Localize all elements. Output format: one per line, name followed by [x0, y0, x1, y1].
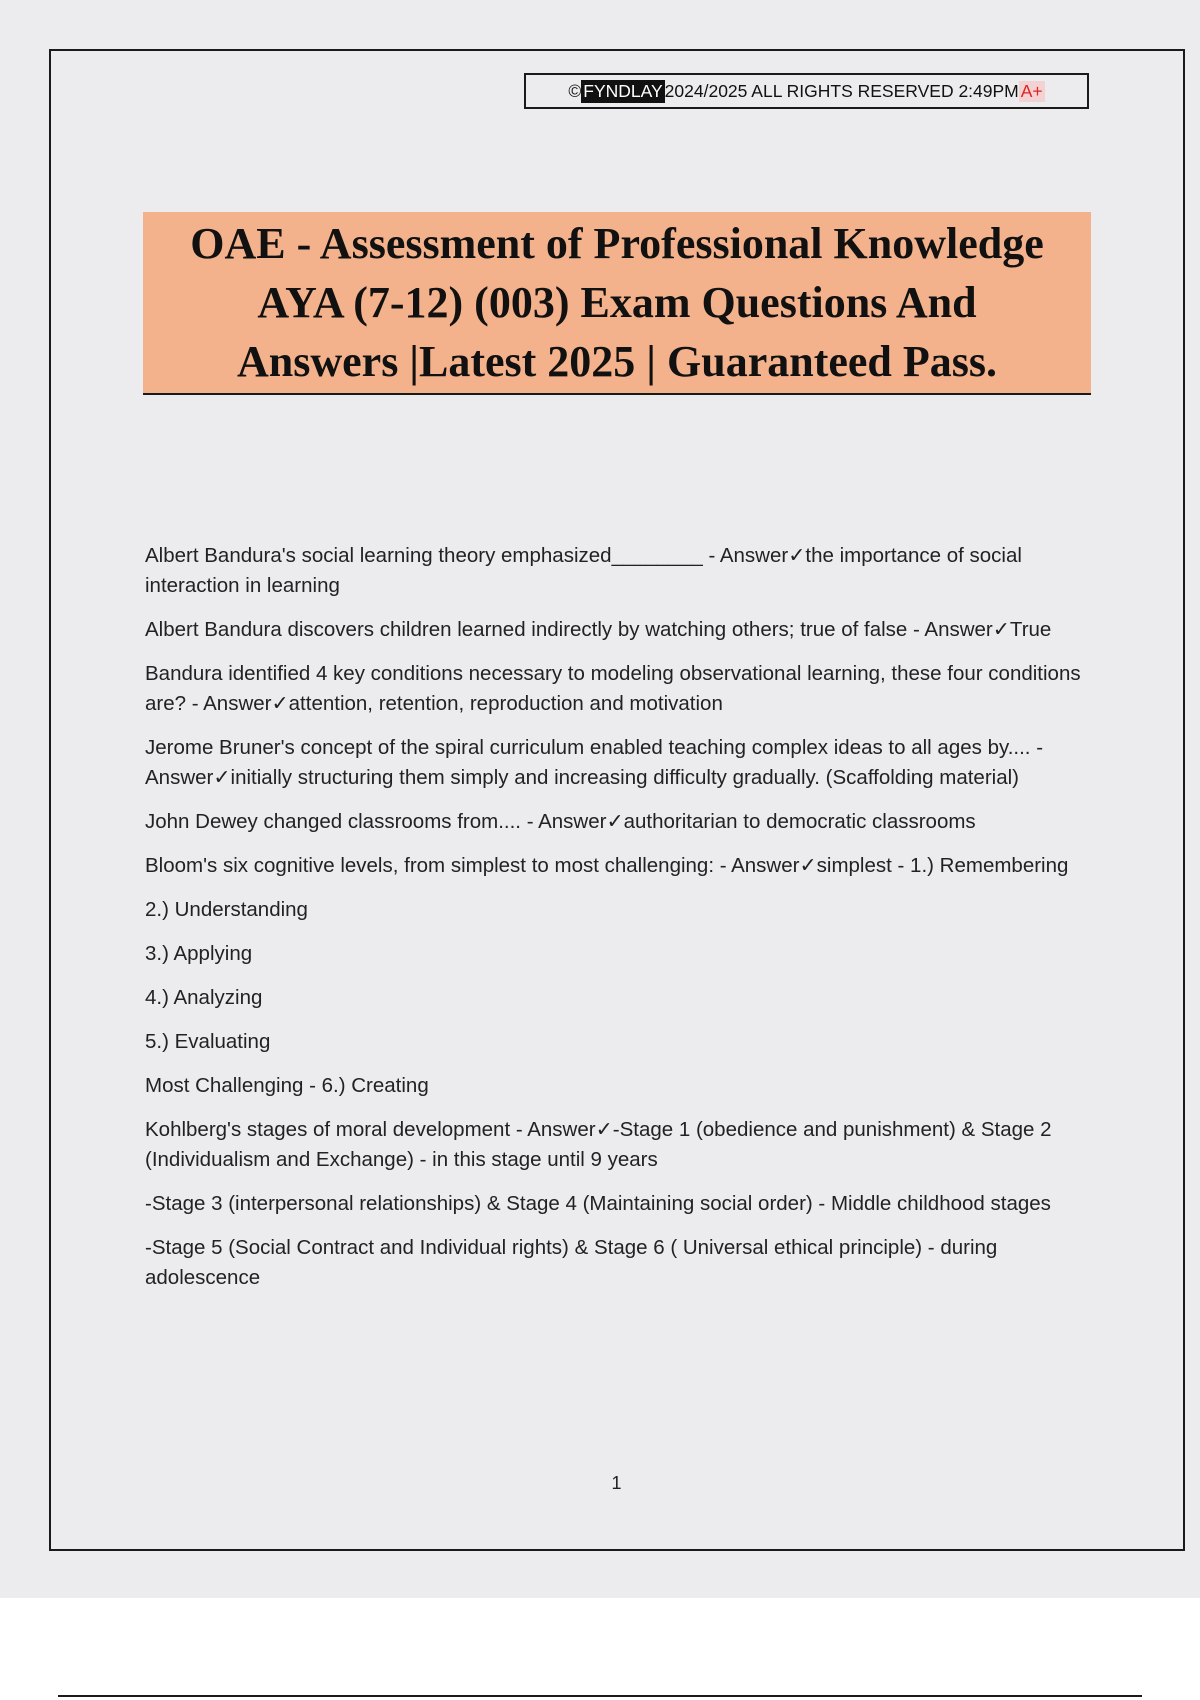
qa-paragraph: 5.) Evaluating — [145, 1030, 271, 1053]
rights-notice: 2024/2025 ALL RIGHTS RESERVED 2:49PM — [664, 80, 1019, 101]
title-line-2: AYA (7-12) (003) Exam Questions And — [257, 278, 977, 327]
qa-paragraph: 4.) Analyzing — [145, 986, 263, 1009]
title-line-3: Answers |Latest 2025 | Guaranteed Pass. — [236, 337, 997, 386]
copyright-symbol: © — [568, 80, 582, 101]
qa-paragraph: Albert Bandura's social learning theory emphasized________ - Answer✓the importance of social interaction in learning — [145, 544, 1022, 597]
qa-paragraph: John Dewey changed classrooms from.... - Answer✓authoritarian to democratic classrooms — [145, 810, 976, 833]
next-page-top-rule — [58, 1695, 1142, 1697]
qa-paragraph: Bloom's six cognitive levels, from simplest to most challenging: - Answer✓simplest - 1.) Remembering — [145, 854, 1069, 877]
qa-paragraph: -Stage 3 (interpersonal relationships) & Stage 4 (Maintaining social order) - Middle childhood stages — [145, 1192, 1051, 1215]
brand-name: FYNDLAY — [583, 80, 663, 101]
grade-badge: A+ — [1020, 80, 1043, 101]
qa-paragraph: Kohlberg's stages of moral development - Answer✓-Stage 1 (obedience and punishment) & Stage 2 (Individualism and Exchange) - in this stage until 9 years — [145, 1118, 1052, 1171]
page-number: 1 — [611, 1473, 622, 1493]
qa-paragraph: -Stage 5 (Social Contract and Individual rights) & Stage 6 ( Universal ethical principle) - during adolescence — [145, 1236, 998, 1289]
title-line-1: OAE - Assessment of Professional Knowledge — [190, 219, 1044, 268]
copyright-header — [524, 73, 1089, 109]
qa-paragraph: Most Challenging - 6.) Creating — [145, 1074, 429, 1097]
qa-paragraph: Jerome Bruner's concept of the spiral curriculum enabled teaching complex ideas to all ages by.... - Answer✓initially structuring them simply and increasing difficulty gradually. (Scaffolding material) — [145, 736, 1044, 789]
question-list — [145, 541, 1090, 1307]
qa-paragraph: Bandura identified 4 key conditions necessary to modeling observational learning, these four conditions are? - Answer✓attention, retention, reproduction and motivation — [145, 662, 1081, 715]
qa-paragraph: 3.) Applying — [145, 942, 253, 965]
qa-paragraph: 2.) Understanding — [145, 898, 308, 921]
qa-paragraph: Albert Bandura discovers children learned indirectly by watching others; true of false - Answer✓True — [145, 618, 1052, 641]
document-title — [143, 212, 1091, 395]
